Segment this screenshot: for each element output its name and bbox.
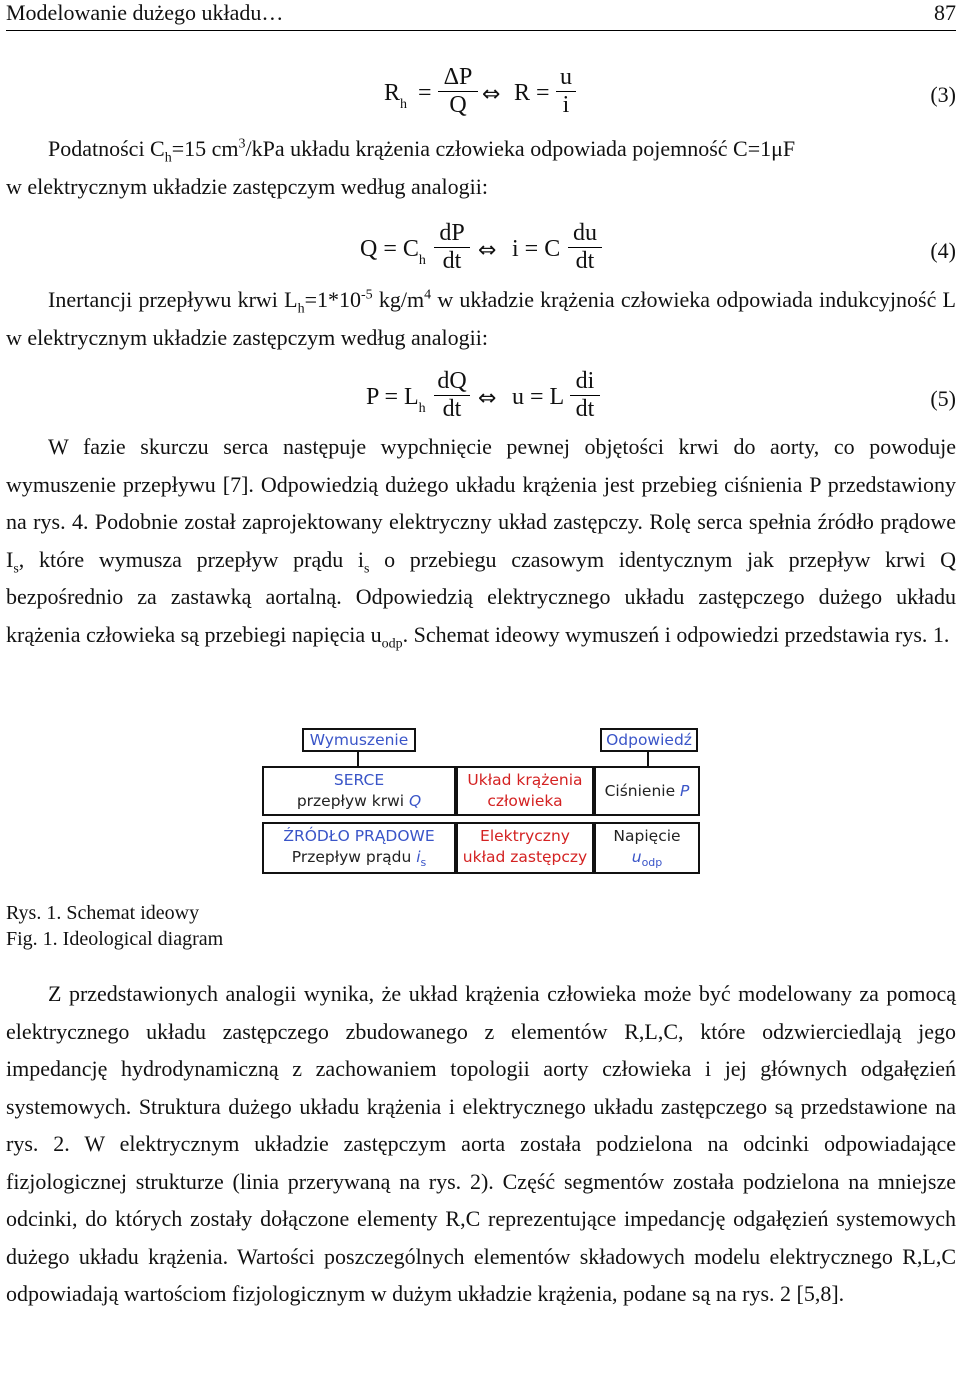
eq3-iff: ⇔ <box>482 82 501 107</box>
eq5-lhs-sub: h <box>418 401 426 416</box>
paragraph-4: Z przedstawionych analogii wynika, że układ krążenia człowieka może być modelowany za pomocą elektrycznego układu zastępczego zbudowanego z elementów R,L,C, które odzwierciedlają jego impedancję hydrodynamiczną z zachowaniem topologii aorty człowieka i jej głównych odgałęzień systemowych. Struktura dużego układu krążenia i elektrycznego układu zastępczego są przedstawione na rys. 2. W elektrycznym układzie zastępczym aorta została podzielona na odcinki odpowiadające fizjologicznej strukturze (linia przerywaną na rys. 2). Część segmentów została podzielona na mniejsze odcinki, do których zostały dołączone elementy R,C reprezentujące impedancję odgałęzień systemowych dużego układu krążenia. Wartości poszczególnych elementów składowych modelu elektrycznego R,L,C odpowiadają wartościom fizjologicznym w dużym układzie krążenia, podane są na rys. 2 [5,8]. <box>6 981 956 1306</box>
eq5-rhs: u = L <box>512 384 565 410</box>
eq5-denominator: dt <box>434 395 470 423</box>
ideological-diagram <box>258 726 702 876</box>
eq3-fraction <box>438 64 478 119</box>
cisnienie-label: Ciśnienie <box>604 782 681 800</box>
eq4-fraction <box>434 220 470 275</box>
label-wymuszenie: Wymuszenie <box>302 728 416 752</box>
paragraph-3: W fazie skurczu serca następuje wypchnięcie pewnej objętości krwi do aorty, co powoduje wymuszenie przepływu [7]. Odpowiedzią dużego układu krążenia jest przebieg ciśnienia P przedstawiony na rys. 4. Podobnie został zaprojektowany elektryczny układ zastępczy. Rolę serca spełnia źródło prądowe $I_s$, które wymusza przepływ prądu $i_s$ o przebiegu czasowym identycznym jak przepływ krwi Q bezpośrednio za zastawką aortalną. Odpowiedzią elektrycznego układu zastępczego dużego układu krążenia człowieka są przebiegi napięcia $u_{odp}$. Schemat ideowy wymuszeń i odpowiedzi przedstawia rys. 1. <box>6 434 956 651</box>
eq3-R-sub: h <box>400 97 408 112</box>
eq5-rhs-numerator: di <box>575 368 595 394</box>
figure-caption-en: Fig. 1. Ideological diagram <box>6 928 224 950</box>
eq3-equals: = <box>418 80 432 106</box>
box-zrodlo <box>262 822 456 874</box>
equation-5 <box>0 366 960 434</box>
eq4-rhs: i = C <box>512 236 561 262</box>
elek-line-2: układ zastępczy <box>462 848 588 866</box>
equation-3 <box>0 62 960 132</box>
figure-caption-pl: Rys. 1. Schemat ideowy <box>6 902 200 924</box>
box-cisnienie <box>594 766 700 816</box>
eq5-numerator: dQ <box>437 368 467 394</box>
running-header <box>6 0 956 31</box>
eq4-iff: ⇔ <box>478 238 497 263</box>
eq3-denominator: Q <box>438 91 478 119</box>
box-uklad-krazenia <box>456 766 594 816</box>
box-serce <box>262 766 456 816</box>
eq3-rhs-fraction <box>556 64 576 119</box>
napiecie-label: Napięcie <box>613 827 681 845</box>
eq4-lhs: Q = C <box>360 236 419 262</box>
header-title: Modelowanie dużego układu… <box>6 0 284 25</box>
cisnienie-var: P <box>680 782 690 800</box>
equation-4 <box>0 218 960 286</box>
eq5-iff: ⇔ <box>478 386 497 411</box>
eq3-rhs: R = <box>514 80 550 106</box>
zrodlo-flow-label: Przepływ prądu <box>291 848 417 866</box>
eq4-numerator: dP <box>439 220 465 246</box>
eq4-rhs-fraction <box>568 220 602 275</box>
eq4-rhs-numerator: du <box>573 220 597 246</box>
elek-line-1: Elektryczny <box>480 827 570 845</box>
box-elektryczny-uklad <box>456 822 594 874</box>
napiecie-sub: odp <box>641 856 663 870</box>
eq5-rhs-fraction <box>570 368 600 423</box>
label-odpowiedz: Odpowiedź <box>600 728 698 752</box>
serce-flow-var: Q <box>408 792 422 810</box>
eq3-R: R <box>384 80 401 106</box>
page-number: 87 <box>934 0 956 25</box>
box-napiecie <box>594 822 700 874</box>
serce-title: SERCE <box>333 771 385 789</box>
uklad-line-2: człowieka <box>487 792 563 810</box>
eq5-rhs-denominator: dt <box>570 395 600 423</box>
paragraph-2: Inertancji przepływu krwi $L_h=1*10^{-5}$ $kg/m^4$ w układzie krążenia człowieka odpowiada indukcyjność L w elektrycznym układzie zastępczym według analogii: <box>6 287 956 350</box>
eq5-lhs: P = L <box>366 384 419 410</box>
eq3-numerator: ΔP <box>443 64 473 90</box>
eq3-rhs-denominator: i <box>556 91 576 119</box>
eq4-denominator: dt <box>434 247 470 275</box>
paragraph-1: Podatności $C_h=15$ $cm^3$/kPa układu krążenia człowieka odpowiada pojemność C=1μF w elektrycznym układzie zastępczym według analogii: <box>6 136 796 199</box>
eq3-rhs-numerator: u <box>560 64 572 90</box>
zrodlo-flow-var: i <box>416 848 421 866</box>
eq5-number: (5) <box>930 386 956 411</box>
eq4-rhs-denominator: dt <box>568 247 602 275</box>
eq4-number: (4) <box>930 238 956 263</box>
eq5-fraction <box>434 368 470 423</box>
napiecie-var: u <box>631 848 642 866</box>
serce-flow-label: przepływ krwi <box>296 792 409 810</box>
eq4-lhs-sub: h <box>418 253 426 268</box>
zrodlo-flow-sub: s <box>420 856 427 870</box>
eq3-number: (3) <box>930 82 956 107</box>
uklad-line-1: Układ krążenia <box>467 771 583 789</box>
zrodlo-title: ŹRÓDŁO PRĄDOWE <box>283 827 435 845</box>
